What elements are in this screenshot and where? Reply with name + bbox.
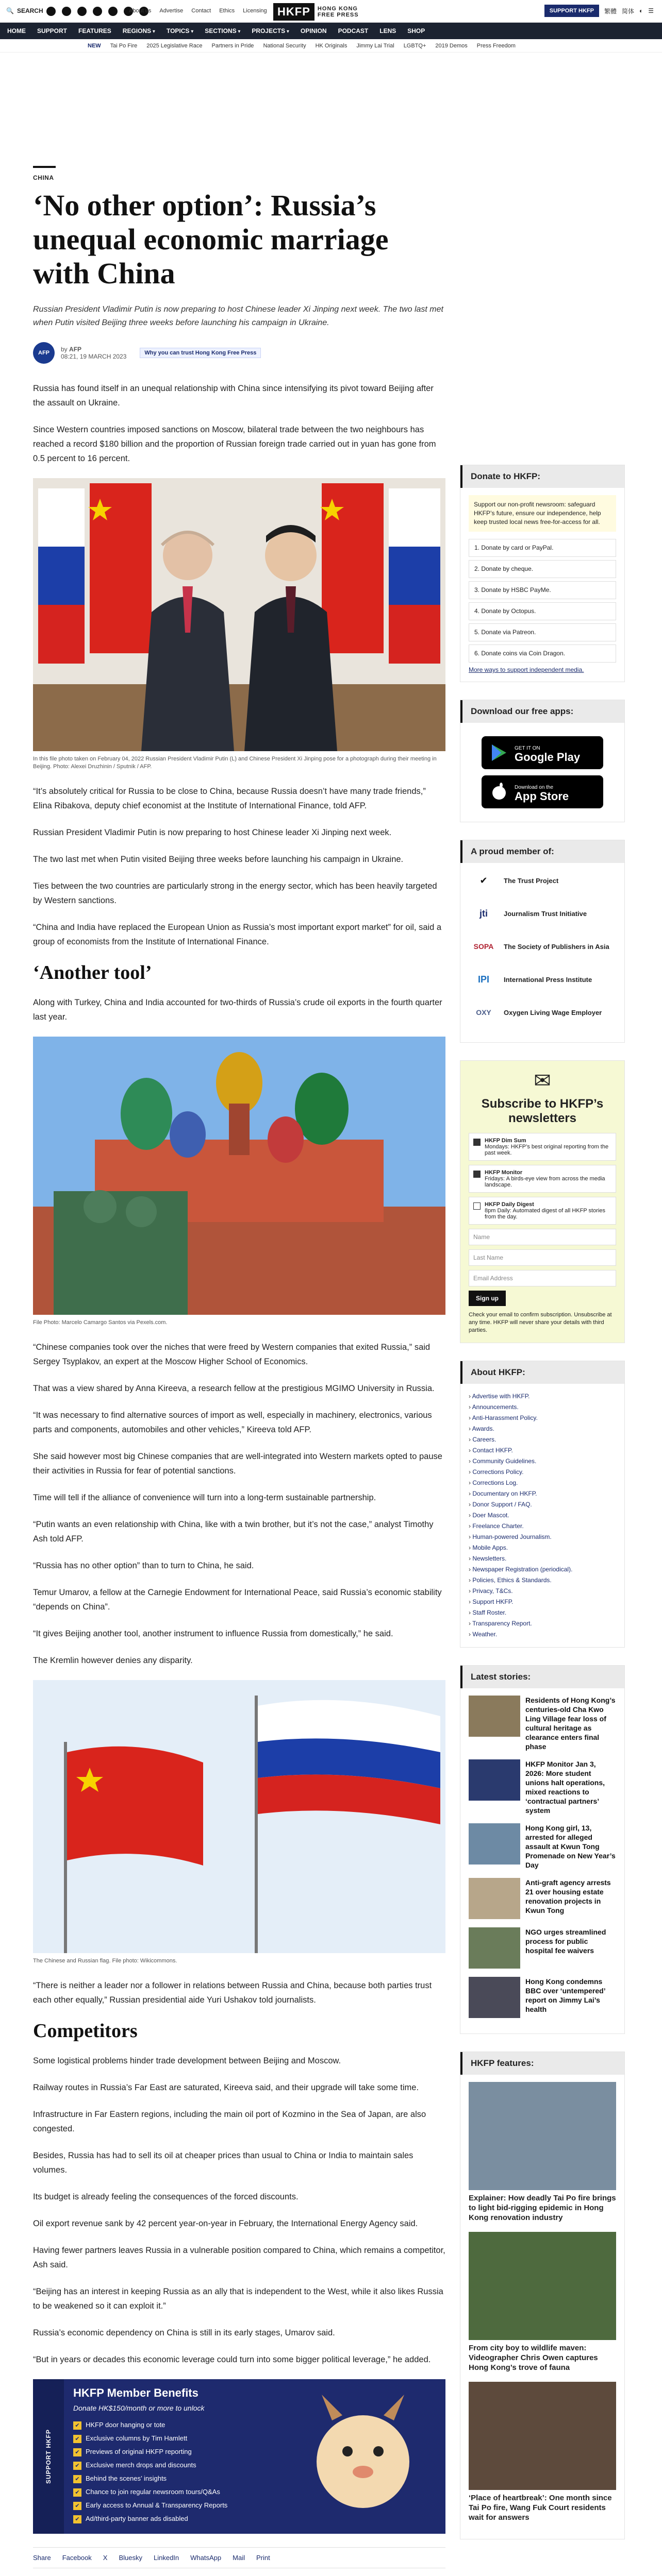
benefit-list [73,2418,227,2526]
about-link[interactable]: › Announcements. [469,1402,616,1413]
paragraph: Oil export revenue sank by 42 percent year-on-year in February, the International Energy Agency said. [33,2219,418,2228]
logo-mark: HKFP [273,3,315,21]
feature-story[interactable] [469,2082,616,2223]
benefit-item: ✔ Exclusive columns by Tim Hamlett [73,2432,227,2445]
latest-story[interactable] [469,1759,616,1815]
newsletter-option[interactable] [469,1165,616,1193]
benefit-item: ✔ Chance to join regular newsroom tours/Q&As [73,2485,227,2499]
main-nav [0,23,662,39]
story-thumb [469,1977,520,2018]
top-bar [0,0,662,23]
apple-icon [490,783,508,801]
nav-projects[interactable]: PROJECTS ▾ [252,27,289,35]
checkbox-icon[interactable] [473,1202,481,1210]
benefit-item: ✔ Exclusive merch drops and discounts [73,2459,227,2472]
nav-sections[interactable]: SECTIONS ▾ [205,27,240,35]
trending-link[interactable]: Partners in Pride [211,42,254,49]
paragraph: “Russia has no other option” than to turn to China, he said. [33,1561,254,1570]
nl-desc: 8pm Daily: Automated digest of all HKFP stories from the day. [485,1208,605,1220]
search-label: SEARCH [16,7,43,14]
about-link[interactable]: › Policies, Ethics & Standards. [469,1575,616,1586]
benefit-item: ✔ HKFP door hanging or tote [73,2418,227,2432]
latest-heading: Latest stories: [460,1666,624,1688]
story-thumb [469,1823,520,1865]
member-ipi[interactable] [469,969,616,990]
share-mail[interactable]: Mail [233,2554,245,2562]
promo-lead: Donate HK$150/month or more to unlock [73,2404,205,2412]
logo-wordmark [318,6,359,18]
about-link[interactable]: › Contact HKFP. [469,1445,616,1456]
donate-option[interactable]: 3. Donate by HSBC PayMe. [469,581,616,599]
lang-zh-link[interactable]: 繁體 [604,7,617,15]
paragraph: “It’s absolutely critical for Russia to be close to China, because Russia doesn’t have many trade friends,” Elina Ribakova, deputy chief economist at the Institute of International Finance, told AFP. [33,787,426,810]
about-link[interactable]: › Mobile Apps. [469,1543,616,1553]
share-print[interactable]: Print [256,2554,270,2562]
about-link[interactable]: › Awards. [469,1423,616,1434]
nav-opinion[interactable]: OPINION [300,27,327,35]
paragraph: Time will tell if the alliance of convenience will turn into a long-term sustainable partnership. [33,1493,376,1502]
putin-xi-photo [33,478,445,751]
latest-box [460,1665,625,2034]
member-heading: A proud member of: [460,840,624,863]
about-link[interactable]: › Careers. [469,1434,616,1445]
share-facebook[interactable]: Facebook [62,2554,92,2562]
nav-shop[interactable]: SHOP [407,27,425,35]
share-whatsapp[interactable]: WhatsApp [190,2554,222,2562]
about-link[interactable]: › Staff Roster. [469,1607,616,1618]
signup-button[interactable]: Sign up [469,1291,506,1306]
about-link[interactable]: › Support HKFP. [469,1597,616,1607]
trust-badge[interactable]: Why you can trust Hong Kong Free Press [140,348,261,358]
about-link[interactable]: › Freelance Charter. [469,1521,616,1532]
promo-side-label: SUPPORT HKFP [45,2429,53,2484]
feature-story[interactable] [469,2382,616,2522]
trending-link[interactable]: Press Freedom [476,42,516,49]
donate-option[interactable]: 1. Donate by card or PayPal. [469,539,616,557]
trending-link[interactable]: HK Originals [315,42,347,49]
paragraph: Russia’s economic dependency on China is still in its early stages, Umarov said. [33,2328,335,2337]
author-by: by [61,346,68,353]
story-thumb [469,1927,520,1969]
x-icon[interactable] [62,7,71,16]
latest-story[interactable] [469,1927,616,1969]
share-bluesky[interactable]: Bluesky [119,2554,142,2562]
new-label: NEW [88,42,101,49]
sidebar [460,465,625,2557]
paragraph: Since Western countries imposed sanctions on Moscow, bilateral trade between the two neighbours has reached a record $180 billion and the proportion of Russian foreign trade carried out in yuan has gone from 0.5 percent to 16 percent. [33,425,436,463]
latest-story[interactable] [469,1977,616,2018]
about-link[interactable]: › Weather. [469,1629,616,1640]
about-link[interactable]: › Newspaper Registration (periodical). [469,1564,616,1575]
author-avatar[interactable]: AFP [33,342,55,364]
header-right [544,5,654,17]
member-label: International Press Institute [504,975,592,984]
donate-option[interactable]: 4. Donate by Octopus. [469,602,616,620]
member-label: The Trust Project [504,876,559,885]
story-thumb [469,1759,520,1801]
search-icon: 🔍 [6,7,14,14]
member-label: Oxygen Living Wage Employer [504,1008,602,1016]
member-box [460,840,625,1043]
jti-logo: jti [479,908,488,919]
paragraph: That was a view shared by Anna Kireeva, a research fellow at the prestigious MGIMO University in Russia. [33,1384,435,1393]
nav-support[interactable]: SUPPORT [37,27,68,35]
paragraph: Some logistical problems hinder trade development between Beijing and Moscow. [33,2056,341,2065]
donate-option[interactable]: 2. Donate by cheque. [469,560,616,578]
youtube-icon[interactable] [93,7,102,16]
story-title: HKFP Monitor Jan 3, 2026: More student unions halt operations, mixed reactions to ‘contractual partners’ system [525,1760,605,1815]
trending-link[interactable]: Jimmy Lai Trial [356,42,394,49]
about-link[interactable]: › Documentary on HKFP. [469,1488,616,1499]
putin-xi-illustration [33,478,445,751]
checkbox-icon[interactable] [473,1171,481,1178]
paragraph: “There is neither a leader nor a follower in relations between Russia and China, because both parties trust each other equally,” Russian presidential aide Yuri Ushakov told journalists. [33,1981,432,2005]
article-date: 08:21, 19 MARCH 2023 [61,353,127,360]
linkedin-icon[interactable] [108,7,118,16]
about-link[interactable]: › Corrections Policy. [469,1467,616,1478]
donate-box [460,465,625,682]
site-logo[interactable] [273,3,359,21]
apps-heading: Download our free apps: [460,700,624,723]
promo-heading: HKFP Member Benefits [73,2386,198,2399]
about-link[interactable]: › Donor Support / FAQ. [469,1499,616,1510]
oxygen-logo: OXY [476,1008,491,1016]
paragraph: Along with Turkey, China and India accounted for two-thirds of Russia’s crude oil exports in the fourth quarter last year. [33,998,442,1022]
member-oxygen[interactable] [469,1002,616,1023]
newsletter-option[interactable] [469,1133,616,1161]
logo-line2: FREE PRESS [317,12,359,18]
about-heading: About HKFP: [460,1361,624,1384]
benefit-item: ✔ Behind the scenes’ insights [73,2472,227,2485]
paragraph: Temur Umarov, a fellow at the Carnegie Endowment for International Peace, said Russia’s economic stability “depends on China”. [33,1588,442,1612]
ipi-logo: IPI [477,974,489,985]
apps-box [460,700,625,822]
paragraph: Railway routes in Russia’s Far East are saturated, Kireeva said, and their upgrade will take some time. [33,2083,419,2092]
nl-name: HKFP Daily Digest [485,1201,534,1208]
share-bar [33,2547,445,2568]
story-title: Hong Kong girl, 13, arrested for alleged assault at Kwun Tong Promenade on New Year’s Day [525,1824,616,1869]
newsletter-box [460,1060,625,1343]
latest-story[interactable] [469,1878,616,1919]
trending-bar [0,39,662,53]
article-standfirst: Russian President Vladimir Putin is now preparing to host Chinese leader Xi Jinping next week. The two last met when Putin visited Beijing three weeks before launching his campaign in Ukraine. [33,305,443,327]
search-button[interactable] [6,7,43,14]
flags-illustration [33,1680,445,1953]
story-title: NGO urges streamlined process for public hospital fee waivers [525,1928,606,1955]
nav-regions[interactable]: REGIONS ▾ [123,27,155,35]
about-link[interactable]: › Community Guidelines. [469,1456,616,1467]
checkbox-icon[interactable] [473,1139,481,1146]
about-box [460,1361,625,1648]
photo-caption: In this file photo taken on February 04, 2022 Russian President Vladimir Putin (L) and Chinese President Xi Jinping pose for a photograph during their meeting in Beijing. Photo: Alexei Druzhinin / Sputnik / AFP. [33,756,437,770]
paragraph: “Putin wants an even relationship with China, like with a twin brother, but it’s not the case,” analyst Timothy Ash told AFP. [33,1520,434,1544]
paragraph: “It was necessary to find alternative sources of import as well, especially in machinery, electronics, various parts and components, automobiles and other vehicles,” Kireeva told AFP. [33,1411,432,1434]
paragraph: “But in years or decades this economic leverage could turn into some bigger political leverage,” he added. [33,2355,431,2364]
menu-icon[interactable]: ☰ [648,7,654,14]
member-label: Journalism Trust Initiative [504,909,587,918]
top-link[interactable]: Contact [191,8,211,14]
instagram-icon[interactable] [77,7,87,16]
as-big: App Store [515,790,569,803]
paragraph: Its budget is already feeling the consequences of the forced discounts. [33,2192,299,2201]
story-thumb [469,1696,520,1737]
benefit-item: ✔ Previews of original HKFP reporting [73,2445,227,2459]
section-heading: ‘Another tool’ [33,962,152,984]
about-link[interactable]: › Newsletters. [469,1553,616,1564]
paragraph: The two last met when Putin visited Beijing three weeks before launching his campaign in Ukraine. [33,855,404,864]
feature-image [469,2232,616,2340]
feature-title: From city boy to wildlife maven: Videographer Chris Owen captures Hong Kong’s trove of fauna [469,2344,598,2372]
share-label: Share [33,2554,51,2562]
paragraph: Russia has found itself in an unequal relationship with China since intensifying its pivot toward Beijing after the assault on Ukraine. [33,384,434,408]
category-rule [33,166,56,168]
paragraph: She said however most big Chinese companies that are well-integrated into Western markets opted to pause their activities in Russia for fear of potential sanctions. [33,1452,442,1476]
about-link[interactable]: › Corrections Log. [469,1478,616,1488]
story-title: Hong Kong condemns BBC over ‘untempered’ report on Jimmy Lai’s health [525,1977,605,2013]
about-link[interactable]: › Human-powered Journalism. [469,1532,616,1543]
nl-name: HKFP Monitor [485,1170,523,1176]
trust-project-logo: ✔ [479,875,488,886]
nav-podcast[interactable]: PODCAST [338,27,369,35]
gp-big: Google Play [515,751,581,764]
trending-link[interactable]: 2019 Demos [435,42,468,49]
support-button[interactable]: SUPPORT HKFP [544,5,599,17]
trending-link[interactable]: 2025 Legislative Race [146,42,203,49]
share-x[interactable]: X [103,2554,108,2562]
newsletter-icon: ✉ [534,1070,551,1092]
photo-caption: The Chinese and Russian flag. File photo: Wikicommons. [33,1958,177,1964]
about-link[interactable]: › Advertise with HKFP. [469,1391,616,1402]
trending-link[interactable]: National Security [263,42,306,49]
nav-features[interactable]: FEATURES [78,27,111,35]
newsletter-note: Check your email to confirm subscription. Unsubscribe at any time. HKFP will never share your details with third parties. [469,1312,612,1333]
feature-image [469,2082,616,2190]
nav-topics[interactable]: TOPICS ▾ [167,27,193,35]
top-link[interactable]: Licensing [243,8,267,14]
nav-home[interactable]: HOME [7,27,26,35]
paragraph: Ties between the two countries are particularly strong in the energy sector, which has been heavily targeted by Western sanctions. [33,882,437,905]
name-input[interactable]: Name [469,1229,616,1245]
paragraph: The Kremlin however denies any disparity. [33,1656,193,1665]
app-store-button[interactable] [482,775,603,808]
paragraph: Besides, Russia has had to sell its oil at cheaper prices than usual to China or India to maintain sales volumes. [33,2151,413,2175]
newsletter-title: Subscribe to HKFP’s newsletters [481,1097,604,1125]
feature-image [469,2382,616,2490]
as-small: Download on the [515,785,554,790]
donate-options [469,539,616,663]
paragraph: Infrastructure in Far Eastern regions, including the main oil port of Kozmino in the Sea of Japan, are also congested. [33,2110,426,2133]
member-sopa[interactable] [469,936,616,957]
more-ways-link[interactable]: More ways to support independent media. [469,666,584,673]
byline [33,342,445,364]
benefit-item: ✔ Ad/third-party banner ads disabled [73,2512,227,2526]
google-play-button[interactable] [482,736,603,769]
flags-photo [33,1680,445,1953]
email-input[interactable]: Email Address [469,1270,616,1286]
facebook-icon[interactable] [46,7,56,16]
moon-icon[interactable]: ◐ [639,7,643,14]
mascot-illustration [296,2389,430,2523]
latest-story[interactable] [469,1823,616,1870]
member-jti[interactable] [469,903,616,924]
article [33,166,445,2576]
top-link[interactable]: Advertise [159,8,184,14]
feature-title: Explainer: How deadly Tai Po fire brings to light bid-rigging epidemic in Hong Kong renovation industry [469,2194,616,2222]
benefit-item: ✔ Early access to Annual & Transparency Reports [73,2499,227,2512]
lang-zh2-link[interactable]: 简体 [621,7,634,15]
member-benefits-banner[interactable] [33,2379,445,2534]
gp-small: GET IT ON [515,745,540,751]
paragraph: Having fewer partners leaves Russia in a vulnerable position compared to China, which remains a competitor, Ash said. [33,2246,445,2269]
member-label: The Society of Publishers in Asia [504,942,609,951]
google-play-icon [490,743,508,762]
trending-link[interactable]: LGBTQ+ [403,42,426,49]
nl-desc: Fridays: A birds-eye view from across the media landscape. [485,1176,605,1188]
latest-story[interactable] [469,1696,616,1751]
paragraph: “Chinese companies took over the niches that were freed by Western companies that exited Russia,” said Sergey Tsyplakov, an expert at the Moscow Higher School of Economics. [33,1343,431,1366]
author-name[interactable]: AFP [69,346,82,353]
logo-line1: HONG KONG [317,6,358,12]
about-link[interactable]: › Privacy, T&Cs. [469,1586,616,1597]
photo-caption: File Photo: Marcelo Camargo Santos via Pexels.com. [33,1319,168,1326]
feature-story[interactable] [469,2232,616,2372]
newsletter-option[interactable] [469,1197,616,1225]
donate-option[interactable]: 6. Donate coins via Coin Dragon. [469,645,616,663]
last-name-input[interactable]: Last Name [469,1249,616,1266]
nl-name: HKFP Dim Sum [485,1138,526,1144]
paragraph: Russian President Vladimir Putin is now preparing to host Chinese leader Xi Jinping next week. [33,828,392,837]
member-trust-project[interactable] [469,870,616,891]
trending-link[interactable]: Tai Po Fire [110,42,138,49]
features-heading: HKFP features: [460,2052,624,2075]
section-heading: Competitors [33,2020,138,2042]
article-category[interactable]: CHINA [33,174,54,181]
top-link[interactable]: Ethics [219,8,235,14]
about-link[interactable]: › Transparency Report. [469,1618,616,1629]
article-title: ‘No other option’: Russia’s unequal economic marriage with China [33,189,389,290]
about-link[interactable]: › Anti-Harassment Policy. [469,1413,616,1423]
paragraph: “Beijing has an interest in keeping Russia as an ally that is independent to the West, while it also likes Russia to be weakened so it can exploit it.” [33,2287,443,2311]
about-links [460,1384,624,1647]
sopa-logo: SOPA [473,942,494,951]
promo-side [33,2379,64,2534]
nl-desc: Mondays: HKFP’s best original reporting from the past week. [485,1144,609,1156]
share-linkedin[interactable]: LinkedIn [154,2554,179,2562]
donate-text: Support our non-profit newsroom: safeguard HKFP’s future, ensure our independence, help keep trusted local news free-for-access for all. [469,495,616,532]
story-thumb [469,1878,520,1919]
paragraph: “It gives Beijing another tool, another instrument to influence Russia from domestically,” he said. [33,1629,393,1638]
donate-option[interactable]: 5. Donate via Patreon. [469,623,616,641]
nav-lens[interactable]: LENS [379,27,396,35]
story-title: Residents of Hong Kong’s centuries-old Cha Kwo Ling Village fear loss of cultural heritage as clearance enters final phase [525,1696,616,1751]
story-title: Anti-graft agency arrests 21 over housing estate renovation projects in Kwun Tong [525,1878,611,1914]
feature-title: ‘Place of heartbreak’: One month since Tai Po fire, Wang Fuk Court residents wait for answers [469,2494,612,2522]
donate-heading: Donate to HKFP: [460,465,624,488]
st-basils-illustration [33,1037,445,1315]
byline-text [61,346,126,360]
paragraph: “China and India have replaced the European Union as Russia’s most important export market” for oil, said a group of economists from the Institute of International Finance. [33,923,442,946]
features-box [460,2052,625,2539]
top-links [129,8,267,14]
about-link[interactable]: › Doer Mascot. [469,1510,616,1521]
top-link[interactable]: About us [129,8,152,14]
kremlin-photo [33,1037,445,1315]
